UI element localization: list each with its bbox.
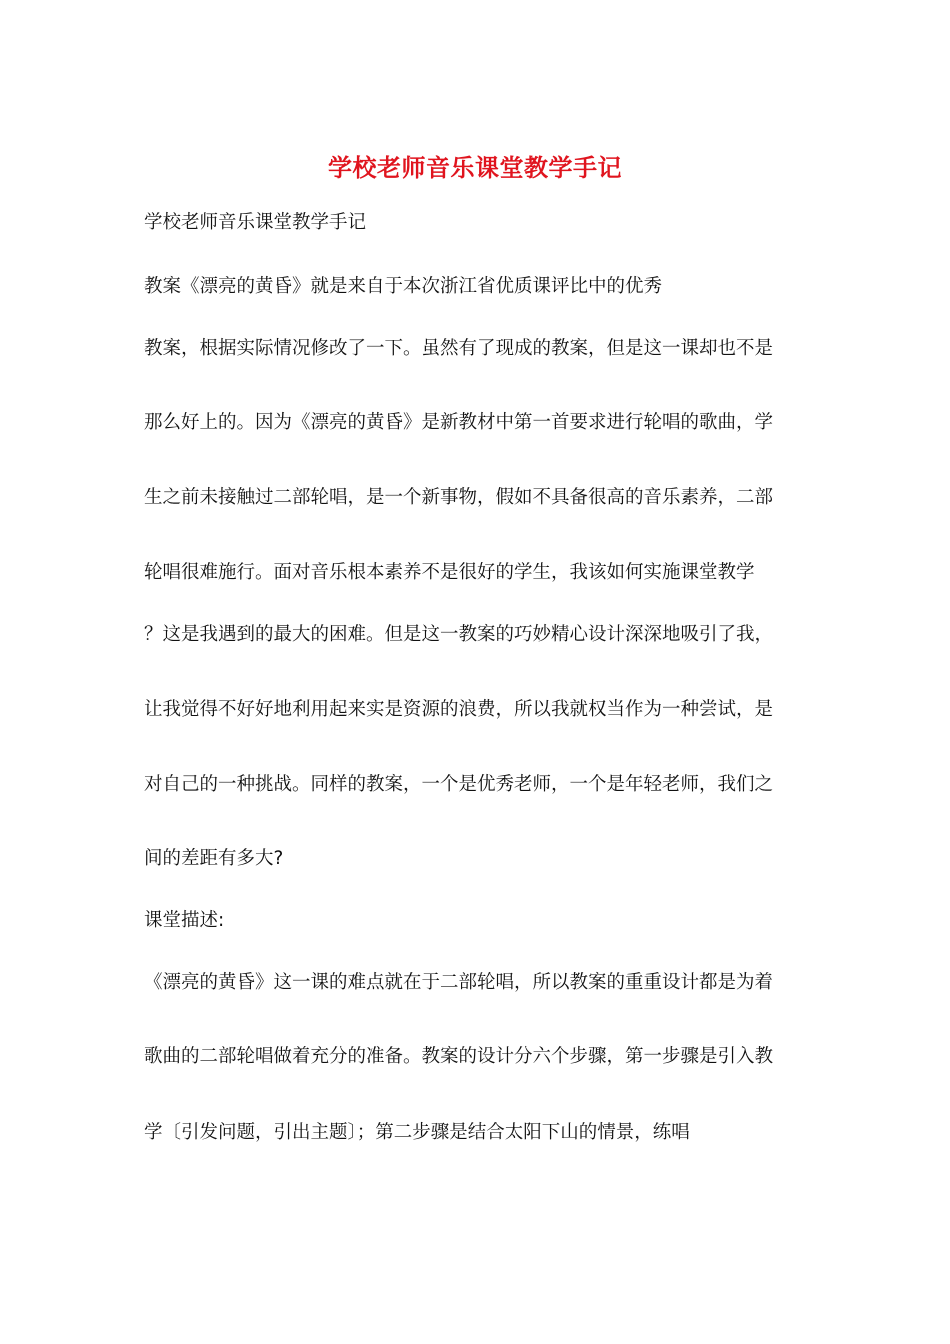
paragraph-line: 《漂亮的黄昏》这一课的难点就在于二部轮唱，所以教案的重重设计都是为着: [144, 972, 774, 993]
section-heading: 课堂描述:: [144, 910, 225, 931]
paragraph-line: 让我觉得不好好地利用起来实是资源的浪费，所以我就权当作为一种尝试，是: [144, 699, 774, 720]
paragraph-line: 对自己的一种挑战。同样的教案，一个是优秀老师，一个是年轻老师，我们之: [144, 774, 774, 795]
paragraph-line: 歌曲的二部轮唱做着充分的准备。教案的设计分六个步骤，第一步骤是引入教: [144, 1046, 774, 1067]
paragraph-line: 间的差距有多大?: [144, 848, 284, 869]
paragraph-line: 生之前未接触过二部轮唱，是一个新事物，假如不具备很高的音乐素养，二部: [144, 487, 774, 508]
paragraph-line: 教案《漂亮的黄昏》就是来自于本次浙江省优质课评比中的优秀: [144, 276, 663, 297]
paragraph-line: 学〔引发问题，引出主题〕；第二步骤是结合太阳下山的情景，练唱: [144, 1122, 690, 1143]
paragraph-line: ？这是我遇到的最大的困难。但是这一教案的巧妙精心设计深深地吸引了我，: [144, 624, 774, 645]
paragraph-line: 那么好上的。因为《漂亮的黄昏》是新教材中第一首要求进行轮唱的歌曲，学: [144, 412, 774, 433]
document-title: 学校老师音乐课堂教学手记: [328, 153, 622, 182]
paragraph-line: 轮唱很难施行。面对音乐根本素养不是很好的学生，我该如何实施课堂教学: [144, 562, 755, 583]
subtitle-line: 学校老师音乐课堂教学手记: [144, 212, 367, 233]
paragraph-line: 教案，根据实际情况修改了一下。虽然有了现成的教案，但是这一课却也不是: [144, 338, 774, 359]
